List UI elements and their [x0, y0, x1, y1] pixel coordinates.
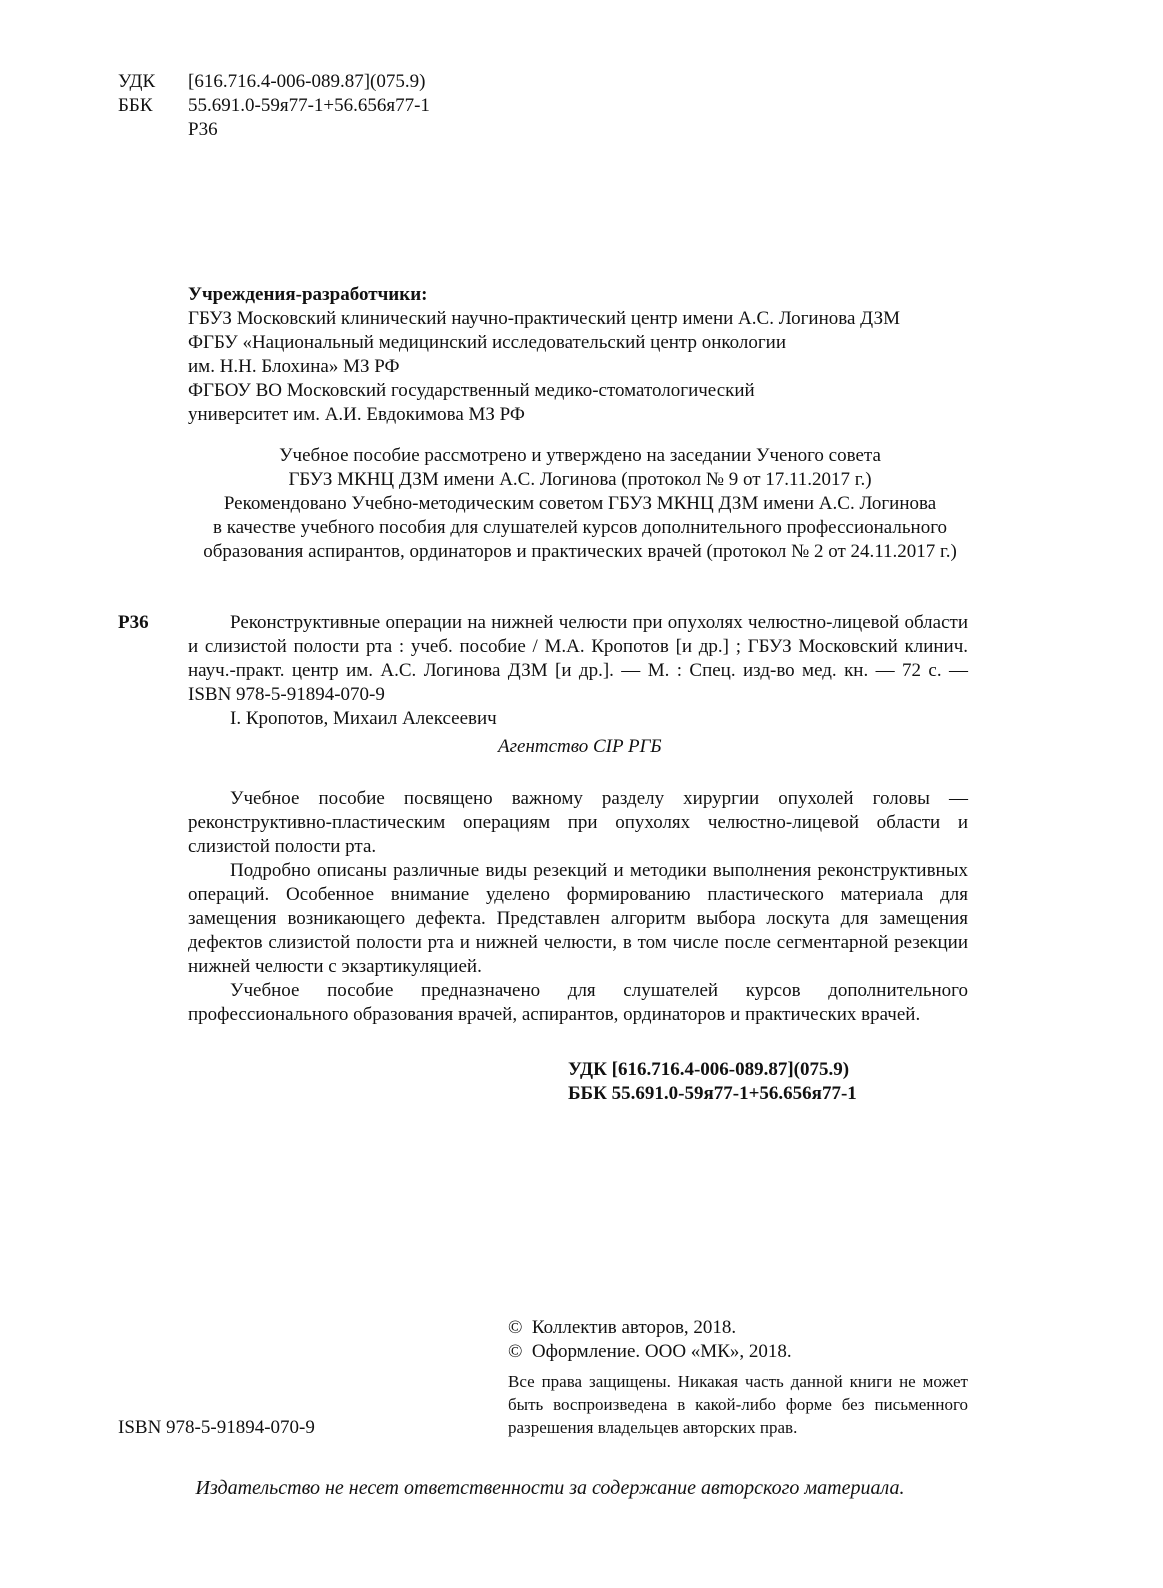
- bbk-value: 55.691.0-59я77-1+56.656я77-1: [188, 95, 430, 116]
- bibliography-index-entry: I. Кропотов, Михаил Алексеевич: [230, 708, 497, 729]
- institution-line: ФГБУ «Национальный медицинский исследовательский центр онкологии: [188, 332, 786, 353]
- institutions-heading: Учреждения-разработчики:: [188, 284, 428, 305]
- approval-block: [160, 444, 1000, 564]
- institutions-block: [188, 283, 978, 427]
- bbk-label: ББК: [118, 95, 153, 116]
- institution-line: университет им. А.И. Евдокимова МЗ РФ: [188, 404, 525, 425]
- approval-line: ГБУЗ МКНЦ ДЗМ имени А.С. Логинова (протокол № 9 от 17.11.2017 г.): [288, 469, 872, 490]
- bbk-row: [118, 94, 618, 118]
- isbn: ISBN 978-5-91894-070-9: [118, 1417, 315, 1438]
- rights-reserved: Все права защищены. Никакая часть данной книги не может быть воспроизведена в какой-либо форме без письменного разрешения владельцев авторских прав.: [508, 1372, 968, 1437]
- disclaimer: Издательство не несет ответственности за содержание авторского материала.: [195, 1477, 905, 1499]
- annotation-paragraph: Подробно описаны различные виды резекций и методики выполнения реконструктивных операций. Особенное внимание уделено формированию пластического материала для замещения возникающего дефекта. Представлен алгоритм выбора лоскута для замещения дефектов слизистой полости рта и нижней челюсти, в том числе после сегментарной резекции нижней челюсти с экзартикуляцией.: [188, 860, 968, 977]
- udk-value: [616.716.4-006-089.87](075.9): [188, 71, 426, 92]
- udk-row: [118, 70, 618, 94]
- approval-line: Учебное пособие рассмотрено и утверждено на заседании Ученого совета: [279, 445, 881, 466]
- approval-line: в качестве учебного пособия для слушателей курсов дополнительного профессионального: [212, 517, 948, 538]
- approval-line: Рекомендовано Учебно-методическим советом ГБУЗ МКНЦ ДЗМ имени А.С. Логинова: [223, 493, 937, 514]
- annotation-paragraph: Учебное пособие предназначено для слушателей курсов дополнительного профессионального образования врачей, аспирантов, ординаторов и практических врачей.: [188, 980, 968, 1025]
- bbk-footer: ББК 55.691.0-59я77-1+56.656я77-1: [568, 1083, 857, 1104]
- author-mark-row: [118, 118, 618, 142]
- bibliography-block: [188, 611, 968, 759]
- classification-block: [118, 70, 618, 142]
- bibliography-record: Реконструктивные операции на нижней челюсти при опухолях челюстно-лицевой области и слизистой полости рта : учеб. пособие / М.А. Кропотов [и др.] ; ГБУЗ Московский клинич. науч.-практ. центр им. А.С. Логинова ДЗМ [и др.]. — М. : Спец. изд-во мед. кн. — 72 с. — ISBN 978-5-91894-070-9: [188, 612, 968, 705]
- approval-line: образования аспирантов, ординаторов и практических врачей (протокол № 2 от 24.11.2017 г.): [203, 541, 957, 562]
- copyright-design: © Оформление. ООО «МК», 2018.: [508, 1341, 792, 1362]
- author-mark: Р36: [188, 119, 218, 140]
- institution-line: ГБУЗ Московский клинический научно-практический центр имени А.С. Логинова ДЗМ: [188, 308, 900, 329]
- classification-footer: [568, 1058, 968, 1106]
- annotation-paragraph: Учебное пособие посвящено важному разделу хирургии опухолей головы — реконструктивно-пластическим операциям при опухолях челюстно-лицевой области и слизистой полости рта.: [188, 788, 968, 857]
- cip-agency: Агентство CIP РГБ: [498, 736, 662, 757]
- institution-line: им. Н.Н. Блохина» МЗ РФ: [188, 356, 400, 377]
- annotation-block: [188, 787, 968, 1027]
- bibliography-mark: Р36: [118, 612, 149, 633]
- institution-line: ФГБОУ ВО Московский государственный медико-стоматологический: [188, 380, 755, 401]
- udk-footer: УДК [616.716.4-006-089.87](075.9): [568, 1059, 850, 1080]
- copyright-authors: © Коллектив авторов, 2018.: [508, 1317, 737, 1338]
- udk-label: УДК: [118, 71, 156, 92]
- copyright-block: [508, 1316, 968, 1439]
